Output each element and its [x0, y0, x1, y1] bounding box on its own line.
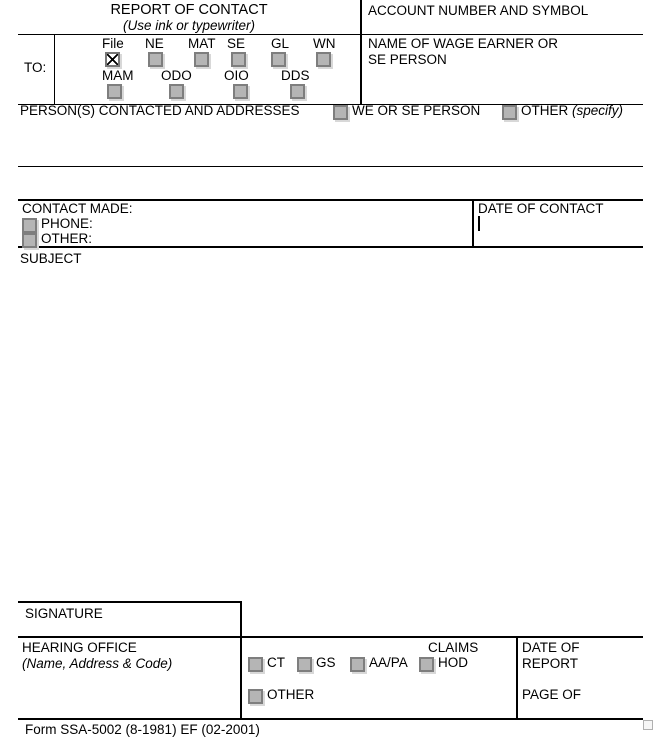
- to-wn-label: WN: [313, 36, 336, 51]
- divider-signature-right: [240, 601, 242, 718]
- claims-aapa-label: AA/PA: [369, 655, 408, 670]
- hearing-office-sublabel: (Name, Address & Code): [22, 656, 173, 671]
- rule-signature-top: [18, 601, 242, 603]
- contact-other-checkbox[interactable]: [22, 233, 37, 248]
- claims-gs-label: GS: [316, 655, 336, 670]
- form-subtitle: (Use ink or typewriter): [122, 18, 256, 33]
- date-of-report-field[interactable]: [520, 672, 640, 685]
- to-mat-label: MAT: [188, 36, 216, 51]
- text-insertion-cursor: [478, 216, 480, 231]
- to-oio-checkbox[interactable]: [233, 84, 248, 99]
- rule-form-bottom: [18, 718, 643, 720]
- rule-hearing-office-top: [18, 636, 643, 638]
- to-ne-checkbox[interactable]: [148, 52, 163, 67]
- to-mam-label: MAM: [102, 68, 134, 83]
- claims-ct-checkbox[interactable]: [248, 657, 263, 672]
- claims-label: CLAIMS: [428, 640, 479, 655]
- document-end-marker: [643, 720, 653, 730]
- to-odo-checkbox[interactable]: [169, 84, 184, 99]
- persons-contacted-field[interactable]: [18, 122, 643, 164]
- to-dds-label: DDS: [281, 68, 310, 83]
- form-id-text: Form SSA-5002 (8-1981) EF (02-2001): [25, 722, 260, 737]
- to-file-label: File: [102, 36, 124, 51]
- to-se-label: SE: [227, 36, 246, 51]
- wage-earner-name-field[interactable]: [364, 70, 640, 100]
- signature-label: SIGNATURE: [25, 606, 103, 621]
- to-mam-checkbox[interactable]: [107, 84, 122, 99]
- date-of-contact-field[interactable]: [475, 214, 640, 244]
- we-or-se-person-label: WE OR SE PERSON: [352, 103, 481, 118]
- phone-label: PHONE:: [41, 216, 93, 231]
- other-specify-suffix: (specify): [572, 103, 624, 118]
- hearing-office-field[interactable]: [18, 674, 238, 716]
- wage-earner-label-line2: SE PERSON: [368, 52, 447, 67]
- signature-field[interactable]: [18, 620, 238, 635]
- to-wn-checkbox[interactable]: [316, 52, 331, 67]
- phone-checkbox[interactable]: [22, 218, 37, 233]
- claims-hod-label: HOD: [438, 655, 468, 670]
- claims-hod-checkbox[interactable]: [419, 657, 434, 672]
- to-gl-label: GL: [271, 36, 290, 51]
- subject-label: SUBJECT: [20, 251, 82, 266]
- divider-header-vertical: [360, 0, 362, 105]
- contact-made-label: CONTACT MADE:: [22, 201, 133, 216]
- to-mat-checkbox[interactable]: [194, 52, 209, 67]
- page-of-field[interactable]: [520, 703, 640, 716]
- date-of-report-label-line1: DATE OF: [522, 640, 580, 655]
- to-se-checkbox[interactable]: [231, 52, 246, 67]
- to-dds-checkbox[interactable]: [290, 84, 305, 99]
- claims-other-label: OTHER: [267, 687, 315, 702]
- to-oio-label: OIO: [224, 68, 249, 83]
- to-label: TO:: [24, 60, 47, 75]
- other-specify-checkbox[interactable]: [502, 105, 517, 120]
- rule-below-contact-made: [18, 246, 643, 248]
- contact-other-label: OTHER:: [41, 231, 93, 246]
- persons-contacted-label: PERSON(S) CONTACTED AND ADDRESSES: [20, 103, 300, 118]
- other-specify-label-text: OTHER: [521, 103, 569, 118]
- page-of-label: PAGE OF: [522, 687, 582, 702]
- claims-ct-label: CT: [267, 655, 285, 670]
- account-number-label: ACCOUNT NUMBER AND SYMBOL: [368, 3, 589, 18]
- account-number-field[interactable]: [364, 18, 640, 32]
- to-odo-label: ODO: [161, 68, 192, 83]
- other-specify-label: [521, 104, 623, 119]
- date-of-report-label-line2: REPORT: [522, 656, 579, 671]
- divider-to-label: [54, 34, 56, 105]
- spellcheck-squiggle: [188, 736, 222, 743]
- to-gl-checkbox[interactable]: [271, 52, 286, 67]
- date-of-contact-label: DATE OF CONTACT: [478, 201, 604, 216]
- claims-other-checkbox[interactable]: [248, 689, 263, 704]
- wage-earner-label-line1: NAME OF WAGE EARNER OR: [368, 36, 559, 51]
- rule-addresses-writing-line: [18, 166, 643, 167]
- form-title: REPORT OF CONTACT: [110, 2, 268, 18]
- to-ne-label: NE: [145, 36, 164, 51]
- to-file-checkbox[interactable]: [105, 52, 120, 67]
- subject-field[interactable]: [18, 268, 643, 598]
- divider-date-of-contact: [472, 199, 474, 247]
- we-or-se-person-checkbox[interactable]: [333, 105, 348, 120]
- divider-date-of-report: [516, 636, 518, 718]
- hearing-office-label: HEARING OFFICE: [22, 640, 137, 655]
- claims-gs-checkbox[interactable]: [297, 657, 312, 672]
- claims-aapa-checkbox[interactable]: [350, 657, 365, 672]
